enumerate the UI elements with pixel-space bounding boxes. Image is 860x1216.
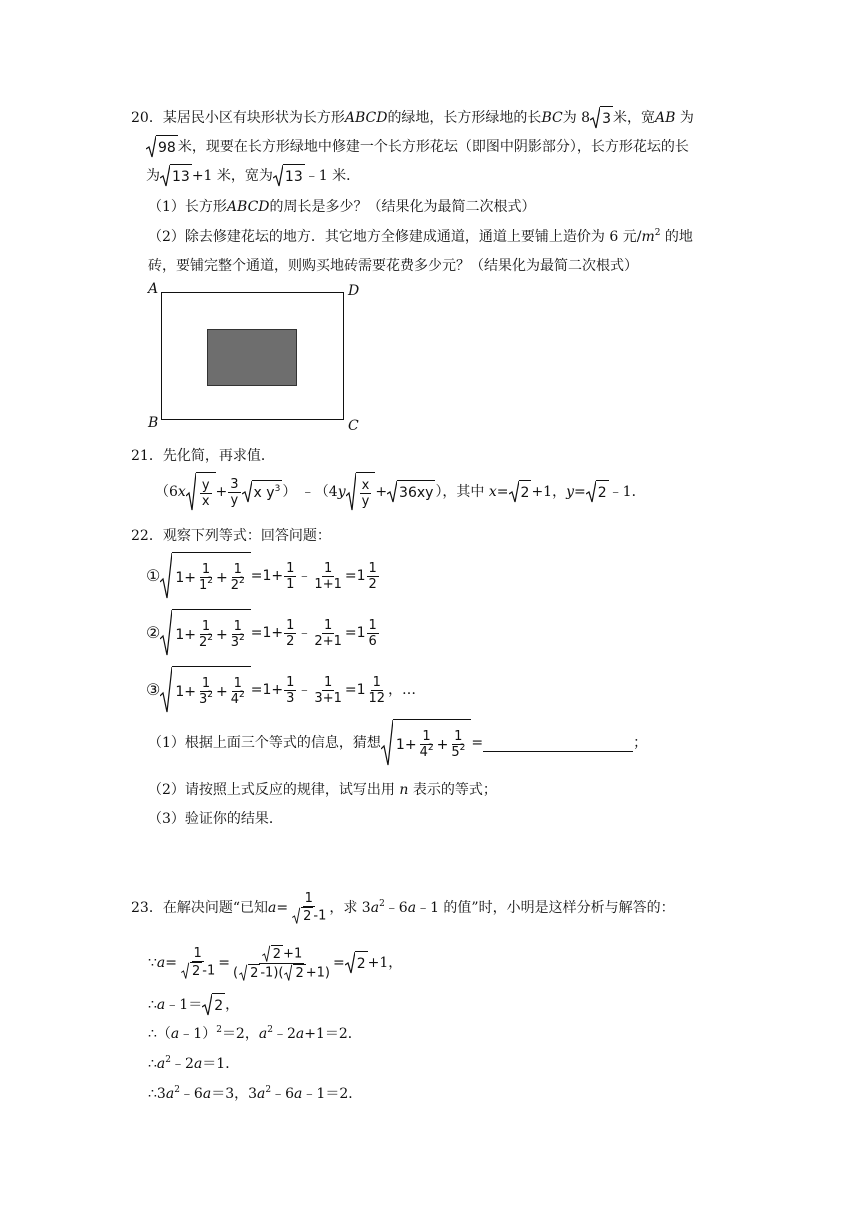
- circled-number: ②: [146, 623, 161, 642]
- sqrt-13: 13: [160, 164, 192, 188]
- sqrt-sum: 1 + $\frac{1}{1^2}$ + $\frac{1}{2^2}$: [160, 552, 250, 600]
- q22-equation-2: ② 1 + $\frac{1}{2^2}$ + $\frac{1}{3^2}$ =1+ $\frac{1}{2}$ ﹣ $\frac{1}{2+1}$ = 1 1 6: [146, 608, 380, 658]
- sqrt-y-over-x: y x: [186, 472, 216, 512]
- fraction-step-1b: 2 +1 ( 2 -1)( 2 +1): [233, 946, 330, 981]
- fraction-step-1a: 1 2 -1: [178, 946, 217, 980]
- flower-bed-shaded: [207, 329, 297, 386]
- q22-part-1: （1）根据上面三个等式的信息，猜想 1 + $\frac{1}{4^2}$ + $\frac{1}{5^2}$ = ；: [148, 718, 647, 768]
- q23-step-2: ∴ a ﹣1＝ 2 ，: [148, 993, 239, 1017]
- q22-equation-1: ① 1 + $\frac{1}{1^2}$ + $\frac{1}{2^2}$ =1+ $\frac{1}{1}$ ﹣ $\frac{1}{1+1}$ = 1 1 2: [146, 551, 380, 601]
- sqrt-xy3: x y $^3$: [242, 480, 283, 504]
- sqrt-2: 2: [345, 951, 368, 975]
- sqrt-sum: 1 + $\frac{1}{2^2}$ + $\frac{1}{3^2}$: [160, 609, 250, 657]
- sqrt-98: 98: [146, 135, 178, 159]
- label-d: D: [348, 283, 360, 299]
- q20-number: 20．: [131, 110, 163, 126]
- q20-part-2: （2）除去修建花坛的地方．其它地方全修建成通道，通道上要铺上造价为 6 元$/m^2$ 的地: [148, 228, 693, 245]
- q21-title: 21．先化简，再求值．: [131, 448, 275, 464]
- q21-expression: （6 x y x + $\frac{3}{y}$ x y $^3$ ） ﹣（4 y x y + 36xy ），其中 x = 2 +1， y = 2 ﹣1．: [155, 470, 646, 514]
- q20-part-2-cont: 砖，要铺完整个通道，则购买地砖需要花费多少元？（结果化为最简二次根式）: [148, 258, 638, 274]
- sqrt-3: 3: [590, 106, 613, 130]
- q23-step-5: $\therefore 3a^2﹣6a=3$，$3a^2﹣6a﹣1=2$．: [148, 1085, 363, 1102]
- sqrt-2: 2: [202, 993, 225, 1017]
- q23-step-1: ∵ a = 1 2 -1 = 2 +1 ( 2 -1)( 2 +1) = 2 +1，: [148, 946, 403, 981]
- label-c: C: [348, 418, 359, 434]
- q20-line-1: 20．某居民小区有块形状为长方形ABCD的绿地，长方形绿地的长BC为 8 3 米，宽AB 为: [131, 106, 694, 130]
- q20-part-1: （1）长方形ABCD的周长是多少？（结果化为最简二次根式）: [148, 199, 536, 215]
- sqrt-2: 2: [586, 480, 609, 504]
- circled-number: ①: [146, 566, 161, 585]
- q23-title: 23． 在解决问题“已知 a = 1 2 -1 ，求 3 a $^2$ ﹣6 a ﹣1 的值”时，小明是这样分析与解答的：: [131, 891, 675, 924]
- q22-part-3: （3）验证你的结果．: [148, 811, 283, 827]
- q22-part-2: （2）请按照上式反应的规律，试写出用 n 表示的等式；: [148, 782, 497, 798]
- fraction-1-over-sqrt2-minus-1: 1 2 -1: [289, 891, 328, 925]
- q22-title: 22．观察下列等式：回答问题：: [131, 528, 331, 544]
- q22-equation-3: ③ 1 + $\frac{1}{3^2}$ + $\frac{1}{4^2}$ =1+ $\frac{1}{3}$ ﹣ $\frac{1}{3+1}$ = 1 1 12 ，…: [146, 665, 416, 715]
- q20-line-3: 为 13 +1 米，宽为 13 ﹣1 米．: [146, 164, 360, 188]
- sqrt-36xy: 36xy: [387, 480, 435, 504]
- sqrt-2: 2: [509, 480, 532, 504]
- q23-step-3: ∴（a﹣1）$^2$＝2，$a^2﹣2a+1=2$．: [148, 1025, 362, 1042]
- circled-number: ③: [146, 680, 161, 699]
- q23-step-4: $\therefore a^2﹣2a=1$．: [148, 1055, 240, 1072]
- q23-number: 23．: [131, 900, 163, 916]
- label-a: A: [148, 281, 159, 297]
- q21-number: 21．: [131, 448, 163, 464]
- sqrt-x-over-y: x y: [346, 472, 376, 512]
- fraction-3-over-y: $\frac{3}{y}$: [230, 476, 239, 508]
- sqrt-13: 13: [273, 164, 305, 188]
- rectangle-abcd-figure: [145, 278, 365, 438]
- q22-number: 22．: [131, 528, 163, 544]
- sqrt-sum: 1 + $\frac{1}{3^2}$ + $\frac{1}{4^2}$: [160, 666, 250, 714]
- label-b: B: [148, 415, 159, 431]
- answer-blank[interactable]: [483, 735, 633, 752]
- sqrt-guess: 1 + $\frac{1}{4^2}$ + $\frac{1}{5^2}$: [381, 719, 471, 767]
- q20-line-2: 98 米，现要在长方形绿地中修建一个长方形花坛（即图中阴影部分），长方形花坛的长: [146, 135, 689, 159]
